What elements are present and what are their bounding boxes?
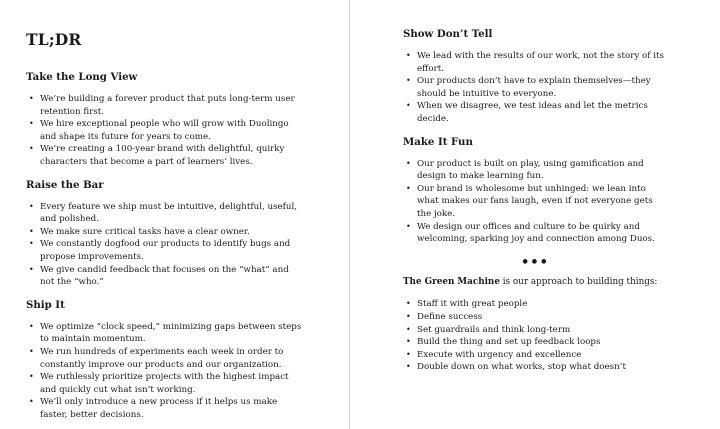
- list-item: • Our brand is wholesome but unhinged: we lean into what makes our fans laugh, even if not everyone gets the joke.: [406, 183, 653, 219]
- list-item: • We make sure critical tasks have a clear owner.: [29, 226, 250, 237]
- bullet-icon: •: [406, 158, 411, 168]
- list-item: • We’re building a forever product that puts long-term user retention first.: [29, 94, 295, 117]
- list-item: • We constantly dogfood our products to identify bugs and propose improvements.: [29, 239, 291, 262]
- list-item: • We lead with the results of our work, not the story of its effort.: [406, 51, 664, 74]
- green-machine-intro: [403, 276, 720, 289]
- ship-it-list: [26, 321, 349, 422]
- right-page: [350, 0, 720, 429]
- green-machine-list: [403, 298, 720, 374]
- bullet-icon: •: [29, 201, 34, 211]
- list-item: • Set guardrails and think long-term: [406, 324, 571, 335]
- list-item: • We run hundreds of experiments each week in order to constantly improve our products and our organization.: [29, 346, 284, 370]
- raise-bar-list: [26, 201, 349, 289]
- bullet-icon: •: [406, 337, 411, 347]
- list-item: • Build the thing and set up feedback loops: [406, 337, 601, 348]
- bullet-icon: •: [29, 264, 34, 274]
- green-machine-name: The Green Machine: [403, 276, 500, 287]
- bullet-icon: •: [29, 119, 34, 129]
- list-item: • Double down on what works, stop what doesn’t: [406, 362, 626, 373]
- bullet-icon: •: [29, 94, 34, 103]
- make-it-fun-list: [403, 158, 720, 246]
- list-item: • We give candid feedback that focuses on the “what” and not the “who.”: [29, 264, 289, 288]
- bullet-icon: •: [406, 76, 411, 86]
- list-item: • When we disagree, we test ideas and let the metrics decide.: [406, 101, 648, 124]
- list-item: • We optimize “clock speed,” minimizing gaps between steps to maintain momentum.: [29, 321, 302, 345]
- bullet-icon: •: [29, 239, 34, 249]
- bullet-icon: •: [29, 397, 34, 407]
- section-heading-raise-bar: Raise the Bar: [26, 178, 104, 191]
- long-view-list: [26, 93, 349, 169]
- section-heading-long-view: Take the Long View: [26, 71, 138, 83]
- bullet-icon: •: [29, 226, 34, 236]
- list-item: • We hire exceptional people who will grow with Duolingo and shape its future for years to come.: [29, 119, 289, 142]
- list-item: • Our products don’t have to explain themselves—they should be intuitive to everyone.: [406, 76, 651, 99]
- left-page: [0, 0, 349, 429]
- list-item: • We ruthlessly prioritize projects with the highest impact and quickly cut what isn’t working.: [29, 372, 289, 395]
- bullet-icon: •: [406, 183, 411, 193]
- section-heading-ship-it: Ship It: [26, 298, 65, 311]
- show-dont-tell-list: [403, 50, 720, 126]
- document-title: TL;DR: [26, 30, 82, 49]
- bullet-icon: •: [29, 144, 34, 154]
- bullet-icon: •: [406, 311, 411, 321]
- bullet-icon: •: [406, 101, 411, 111]
- list-item: • Staff it with great people: [406, 299, 528, 310]
- section-heading-show-dont-tell: Show Don’t Tell: [403, 28, 493, 40]
- section-separator: •••: [521, 254, 549, 270]
- bullet-icon: •: [406, 299, 411, 309]
- bullet-icon: •: [406, 362, 411, 372]
- list-item: • Execute with urgency and excellence: [406, 349, 582, 360]
- list-item: • We’ll only introduce a new process if it helps us make faster, better decisions.: [29, 397, 278, 420]
- bullet-icon: •: [406, 349, 411, 359]
- bullet-icon: •: [406, 51, 411, 60]
- section-heading-make-it-fun: Make It Fun: [403, 135, 473, 148]
- bullet-icon: •: [29, 321, 34, 331]
- green-machine-intro-text: is our approach to building things:: [499, 276, 658, 287]
- bullet-icon: •: [29, 372, 34, 382]
- bullet-icon: •: [406, 221, 411, 231]
- list-item: • Define success: [406, 311, 483, 322]
- list-item: • Our product is built on play, using gamification and design to make learning fun.: [406, 158, 644, 182]
- list-item: • Every feature we ship must be intuitive, delightful, useful, and polished.: [29, 201, 298, 225]
- list-item: • We’re creating a 100-year brand with delightful, quirky characters that become a part of learners’ lives.: [29, 144, 285, 167]
- bullet-icon: •: [29, 346, 34, 356]
- bullet-icon: •: [406, 324, 411, 334]
- list-item: • We design our offices and culture to be quirky and welcoming, sparking joy and connection among Duos.: [406, 221, 655, 245]
